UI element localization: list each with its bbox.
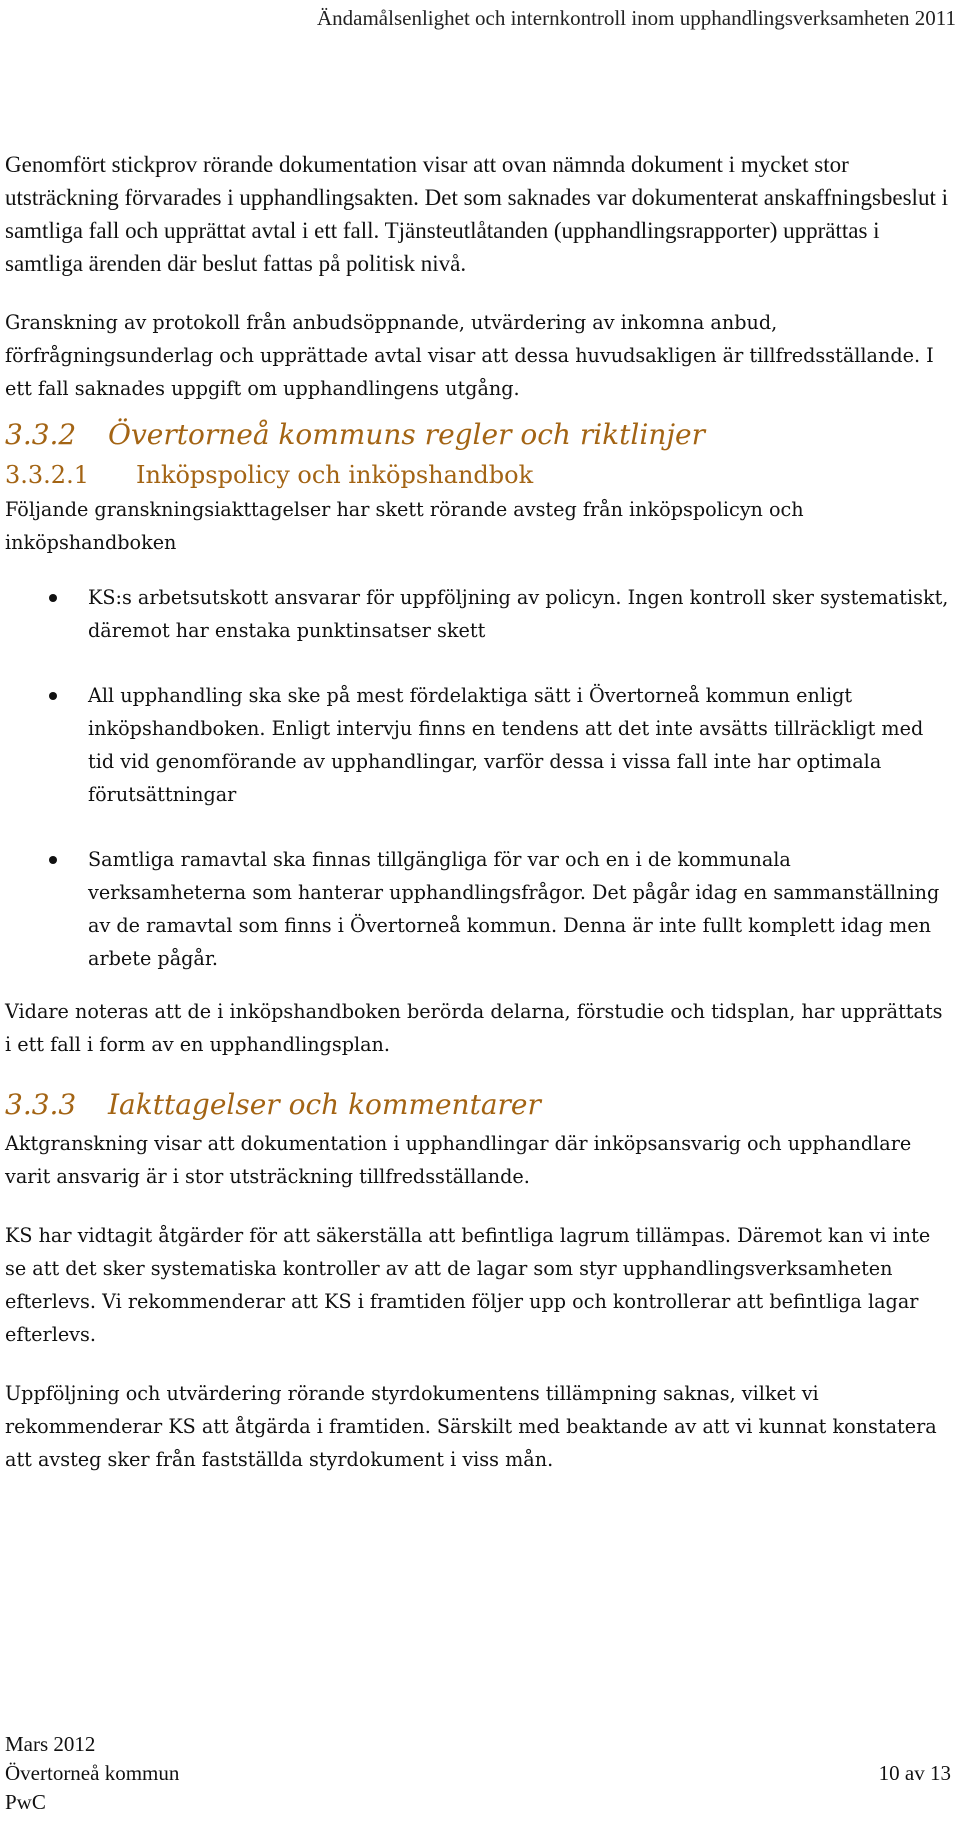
section-number: 3.3.2 <box>5 418 77 451</box>
running-header: Ändamålsenlighet och internkontroll inom upphandlingsverksamheten 2011 <box>316 6 956 30</box>
paragraph-planning-note: Vidare noteras att de i inköpshandboken berörda delarna, förstudie och tidsplan, har upprättats i ett fall i form av en upphandlingsplan. <box>5 1000 943 1056</box>
footer-organization: Övertorneå kommun <box>5 1761 180 1785</box>
page-footer <box>5 1730 951 1817</box>
main-content <box>5 148 951 1476</box>
list-item-text: All upphandling ska ske på mest fördelaktiga sätt i Övertorneå kommun enligt inköpshandboken. Enligt intervju finns en tendens att det inte avsätts tillräckligt med tid vid genomförande av upphandlingar, varför dessa i vissa fall inte har optimala förutsättningar <box>88 684 924 806</box>
list-item-text: Samtliga ramavtal ska finnas tillgängliga för var och en i de kommunala verksamheterna som hanterar upphandlingsfrågor. Det pågår idag en sammanställning av de ramavtal som finns i Övertorneå kommun. Denna är inte fullt komplett idag men arbete pågår. <box>88 848 940 970</box>
subsection-title: Inköpspolicy och inköpshandbok <box>136 461 534 489</box>
paragraph-ks-measures: KS har vidtagit åtgärder för att säkerställa att befintliga lagrum tillämpas. Däremot kan vi inte se att det sker systematiska kontroller av att de lagar som styr upphandlingsverksamheten efterlevs. Vi rekommenderar att KS i framtiden följer upp och kontrollerar att befintliga lagar efterlevs. <box>5 1224 931 1346</box>
paragraph-documentation-sample: Genomfört stickprov rörande dokumentation visar att ovan nämnda dokument i mycket stor utsträckning förvarades i upphandlingsakten. Det som saknades var dokumenterat anskaffningsbeslut i samtliga fall och upprättat avtal i ett fall. Tjänsteutlåtanden (upphandlingsrapporter) upprättas i samtliga ärenden där beslut fattas på politisk nivå. <box>5 152 948 276</box>
bullet-icon <box>49 692 57 700</box>
list-item <box>5 581 951 647</box>
subsection-number: 3.3.2.1 <box>5 461 89 489</box>
observation-list <box>5 581 951 975</box>
list-item <box>5 679 951 811</box>
section-number: 3.3.3 <box>5 1088 77 1121</box>
list-item <box>5 843 951 975</box>
paragraph-file-review: Aktgranskning visar att dokumentation i upphandlingar där inköpsansvarig och upphandlare varit ansvarig är i stor utsträckning tillfredsställande. <box>5 1132 912 1188</box>
paragraph-follow-up: Uppföljning och utvärdering rörande styrdokumentens tillämpning saknas, vilket vi rekommenderar KS att åtgärda i framtiden. Särskilt med beaktande av att vi kunnat konstatera att avsteg sker från fastställda styrdokument i viss mån. <box>5 1382 937 1471</box>
subsection-heading-3-3-2-1 <box>5 457 951 493</box>
footer-date: Mars 2012 <box>5 1732 96 1756</box>
paragraph-observations-intro: Följande granskningsiakttagelser har skett rörande avsteg från inköpspolicyn och inköpshandboken <box>5 498 804 554</box>
section-heading-3-3-3 <box>5 1083 951 1127</box>
page-number: 10 av 13 <box>878 1761 951 1785</box>
section-title: Övertorneå kommuns regler och riktlinjer <box>108 418 705 451</box>
footer-company: PwC <box>5 1790 46 1814</box>
list-item-text: KS:s arbetsutskott ansvarar för uppföljning av policyn. Ingen kontroll sker systematiskt, däremot har enstaka punktinsatser skett <box>88 586 949 642</box>
section-title: Iakttagelser och kommentarer <box>108 1088 541 1121</box>
paragraph-protocol-review: Granskning av protokoll från anbudsöppnande, utvärdering av inkomna anbud, förfrågningsunderlag och upprättade avtal visar att dessa huvudsakligen är tillfredsställande. I ett fall saknades uppgift om upphandlingens utgång. <box>5 311 934 400</box>
bullet-icon <box>49 594 57 602</box>
bullet-icon <box>49 856 57 864</box>
section-heading-3-3-2 <box>5 413 951 457</box>
